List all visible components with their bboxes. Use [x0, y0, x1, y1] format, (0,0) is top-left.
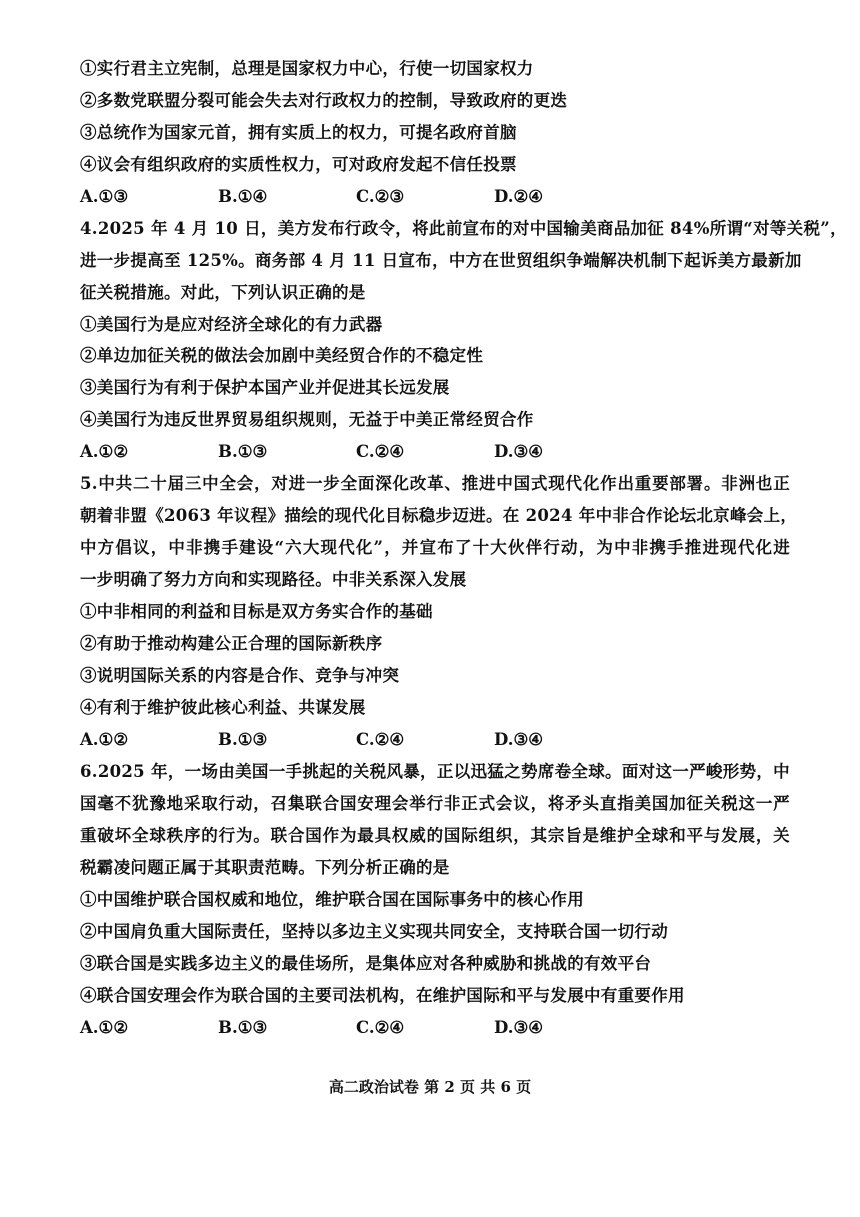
- q5-stem-line-4: 一步明确了努力方向和实现路径。中非关系深入发展: [80, 570, 467, 589]
- q6-choice-c: C.②④: [356, 1018, 405, 1037]
- q4-choice-c: C.②④: [356, 442, 405, 461]
- q6-option-2: ②中国肩负重大国际责任，坚持以多边主义实现共同安全，支持联合国一切行动: [80, 922, 668, 941]
- q4-stem-line-3: 征关税措施。对此，下列认识正确的是: [80, 283, 366, 302]
- page-footer: 高二政治试卷 第 2 页 共 6 页: [328, 1078, 532, 1096]
- q6-choice-b: B.①③: [218, 1018, 268, 1037]
- q3-choice-c: C.②③: [356, 187, 405, 206]
- q3-choice-d: D.②④: [494, 187, 544, 206]
- q6-stem-line-1: 6.2025 年，一场由美国一手挑起的关税风暴，正以迅猛之势席卷全球。面对这一严峻形势，中: [80, 762, 790, 781]
- q5-choice-c: C.②④: [356, 730, 405, 749]
- q4-stem-line-2: 进一步提高至 125%。商务部 4 月 11 日宣布，中方在世贸组织争端解决机制下起诉美方最新加: [80, 251, 802, 270]
- q4-option-3: ③美国行为有利于保护本国产业并促进其长远发展: [80, 378, 450, 397]
- q5-choice-a: A.①②: [80, 730, 129, 749]
- q5-stem-line-3: 中方倡议，中非携手建设“六大现代化”，并宣布了十大伙伴行动，为中非携手推进现代化进: [80, 538, 790, 557]
- q3-option-3: ③总统作为国家元首，拥有实质上的权力，可提名政府首脑: [80, 123, 517, 142]
- q5-stem-line-1: 5.中共二十届三中全会，对进一步全面深化改革、推进中国式现代化作出重要部署。非洲也正: [80, 474, 790, 493]
- q4-option-4: ④美国行为违反世界贸易组织规则，无益于中美正常经贸合作: [80, 410, 534, 429]
- q5-option-4: ④有利于维护彼此核心利益、共谋发展: [80, 698, 366, 717]
- q6-option-3: ③联合国是实践多边主义的最佳场所，是集体应对各种威胁和挑战的有效平台: [80, 954, 652, 973]
- q3-option-2: ②多数党联盟分裂可能会失去对行政权力的控制，导致政府的更迭: [80, 91, 568, 110]
- q6-choice-d: D.③④: [494, 1018, 544, 1037]
- q6-option-1: ①中国维护联合国权威和地位，维护联合国在国际事务中的核心作用: [80, 890, 584, 909]
- q4-choice-a: A.①②: [80, 442, 129, 461]
- q4-stem-line-1: 4.2025 年 4 月 10 日，美方发布行政令，将此前宣布的对中国输美商品加征 84%所谓“对等关税”，: [80, 219, 847, 238]
- q4-option-1: ①美国行为是应对经济全球化的有力武器: [80, 315, 383, 334]
- q5-stem-line-2: 朝着非盟《2063 年议程》描绘的现代化目标稳步迈进。在 2024 年中非合作论坛北京峰会上，: [80, 506, 798, 525]
- q3-option-4: ④议会有组织政府的实质性权力，可对政府发起不信任投票: [80, 155, 517, 174]
- q4-choice-d: D.③④: [494, 442, 544, 461]
- q6-choice-a: A.①②: [80, 1018, 129, 1037]
- q5-option-3: ③说明国际关系的内容是合作、竞争与冲突: [80, 666, 400, 685]
- q5-option-1: ①中非相同的利益和目标是双方务实合作的基础: [80, 602, 433, 621]
- q4-choice-b: B.①③: [218, 442, 268, 461]
- q3-choice-a: A.①③: [80, 187, 129, 206]
- q5-choice-b: B.①③: [218, 730, 268, 749]
- q5-option-2: ②有助于推动构建公正合理的国际新秩序: [80, 634, 383, 653]
- q6-option-4: ④联合国安理会作为联合国的主要司法机构，在维护国际和平与发展中有重要作用: [80, 986, 685, 1005]
- q3-choice-b: B.①④: [218, 187, 268, 206]
- q4-option-2: ②单边加征关税的做法会加剧中美经贸合作的不稳定性: [80, 346, 484, 365]
- q6-stem-line-4: 税霸凌问题正属于其职责范畴。下列分析正确的是: [80, 858, 450, 877]
- q3-option-1: ①实行君主立宪制，总理是国家权力中心，行使一切国家权力: [80, 59, 534, 78]
- q6-stem-line-2: 国毫不犹豫地采取行动，召集联合国安理会举行非正式会议，将矛头直指美国加征关税这一严: [80, 794, 790, 813]
- q5-choice-d: D.③④: [494, 730, 544, 749]
- q6-stem-line-3: 重破坏全球秩序的行为。联合国作为最具权威的国际组织，其宗旨是维护全球和平与发展，关: [80, 826, 790, 845]
